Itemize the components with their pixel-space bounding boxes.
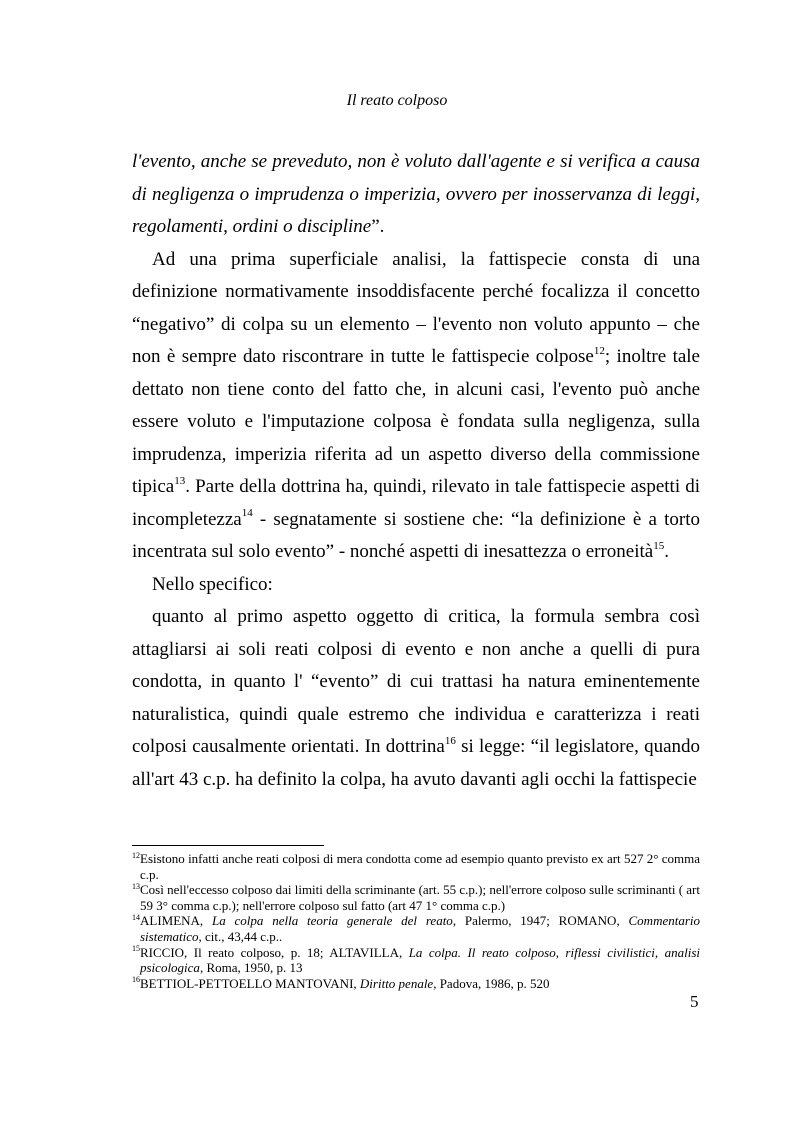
footnote-ref[interactable]: 16	[444, 734, 456, 747]
footnote-15	[132, 945, 700, 976]
footnote-text: , cit., 43,44 c.p..	[198, 928, 283, 944]
paragraph-1	[132, 146, 700, 244]
text: .	[664, 541, 669, 562]
footnote-number: 13	[132, 881, 140, 891]
running-header: Il reato colposo	[346, 92, 448, 109]
footnote-title: La colpa nella teoria generale del reato	[212, 913, 453, 929]
paragraph-4	[132, 601, 700, 796]
paragraph-2	[132, 244, 700, 569]
text: ; inoltre tale dettato non tiene conto del fatto che, in alcuni casi, l'evento può anche essere voluto e l'imputazione colposa è fondata sulla negligenza, sulla imprudenza, imperizia riferita ad un aspetto diverso della commissione tipica	[132, 346, 700, 497]
text: si legge: “il legislatore, quando all'art 43 c.p. ha definito la colpa, ha avuto davanti agli occhi la fattispecie	[132, 736, 701, 790]
footnote-separator	[132, 845, 324, 846]
footnote-number: 16	[132, 975, 140, 985]
footnote-title: Commentario sistematico	[140, 913, 701, 944]
footnote-text: , Padova, 1986, p. 520	[433, 975, 550, 991]
footnotes	[132, 851, 700, 991]
text: quanto al primo aspetto oggetto di critica, la formula sembra così attagliarsi ai soli reati colposi di evento e non anche a quelli di pura condotta, in quanto l' “evento” di cui trattasi ha natura eminentemente naturalistica, quindi quale estremo che individua e caratterizza i reati colposi causalmente orientati. In dottrina	[132, 606, 700, 757]
footnote-text: Così nell'eccesso colposo dai limiti della scriminante (art. 55 c.p.); nell'errore colposo sulle scriminanti ( art 59 3° comma c.p.); nell'errore colposo sul fatto (art 47 1° comma c.p.)	[140, 882, 700, 913]
footnote-text: ALIMENA,	[140, 913, 212, 929]
footnote-12	[132, 851, 700, 882]
paragraph-3: Nello specifico:	[152, 573, 273, 595]
footnote-text: Esistono infatti anche reati colposi di mera condotta come ad esempio quanto previsto ex art 527 2° comma c.p.	[140, 851, 700, 882]
text: Ad una prima superficiale analisi, la fattispecie consta di una definizione normativamente insoddisfacente perché focalizza il concetto “negativo” di colpa su un elemento – l'evento non voluto appunto – che non è sempre dato riscontrare in tutte le fattispecie colpose	[132, 248, 700, 367]
footnote-text: , Palermo, 1947; ROMANO,	[452, 913, 629, 929]
footnote-16	[132, 976, 700, 992]
footnote-text: , Roma, 1950, p. 13	[199, 960, 303, 976]
footnote-title: La colpa. Il reato colposo, riflessi civilistici, analisi psicologica	[140, 944, 700, 976]
quote-end: ”.	[371, 216, 385, 237]
footnote-ref[interactable]: 12	[593, 344, 605, 357]
footnote-text: RICCIO, Il reato colposo, p. 18; ALTAVILLA,	[140, 944, 409, 960]
body-text	[132, 146, 700, 796]
quoted-definition: l'evento, anche se preveduto, non è voluto dall'agente e si verifica a causa di negligenza o imprudenza o imperizia, ovvero per inosservanza di leggi, regolamenti, ordini o discipline	[132, 151, 700, 237]
footnote-text: BETTIOL-PETTOELLO MANTOVANI,	[140, 975, 360, 991]
footnote-title: Diritto penale	[359, 975, 434, 991]
page-number: 5	[690, 992, 699, 1011]
footnote-ref[interactable]: 13	[174, 474, 186, 487]
footnote-13	[132, 882, 700, 913]
footnote-number: 12	[132, 850, 140, 860]
footnote-number: 15	[132, 944, 140, 954]
footnote-ref[interactable]: 14	[241, 507, 253, 520]
footnote-ref[interactable]: 15	[653, 539, 665, 552]
text: - segnatamente si sostiene che: “la definizione è a torto incentrata sul solo evento” - nonché aspetti di inesattezza o erroneità	[132, 508, 700, 562]
text: . Parte della dottrina ha, quindi, rilevato in tale fattispecie aspetti di incompletezza	[132, 476, 700, 530]
footnote-number: 14	[132, 913, 140, 923]
footnote-14	[132, 913, 700, 944]
